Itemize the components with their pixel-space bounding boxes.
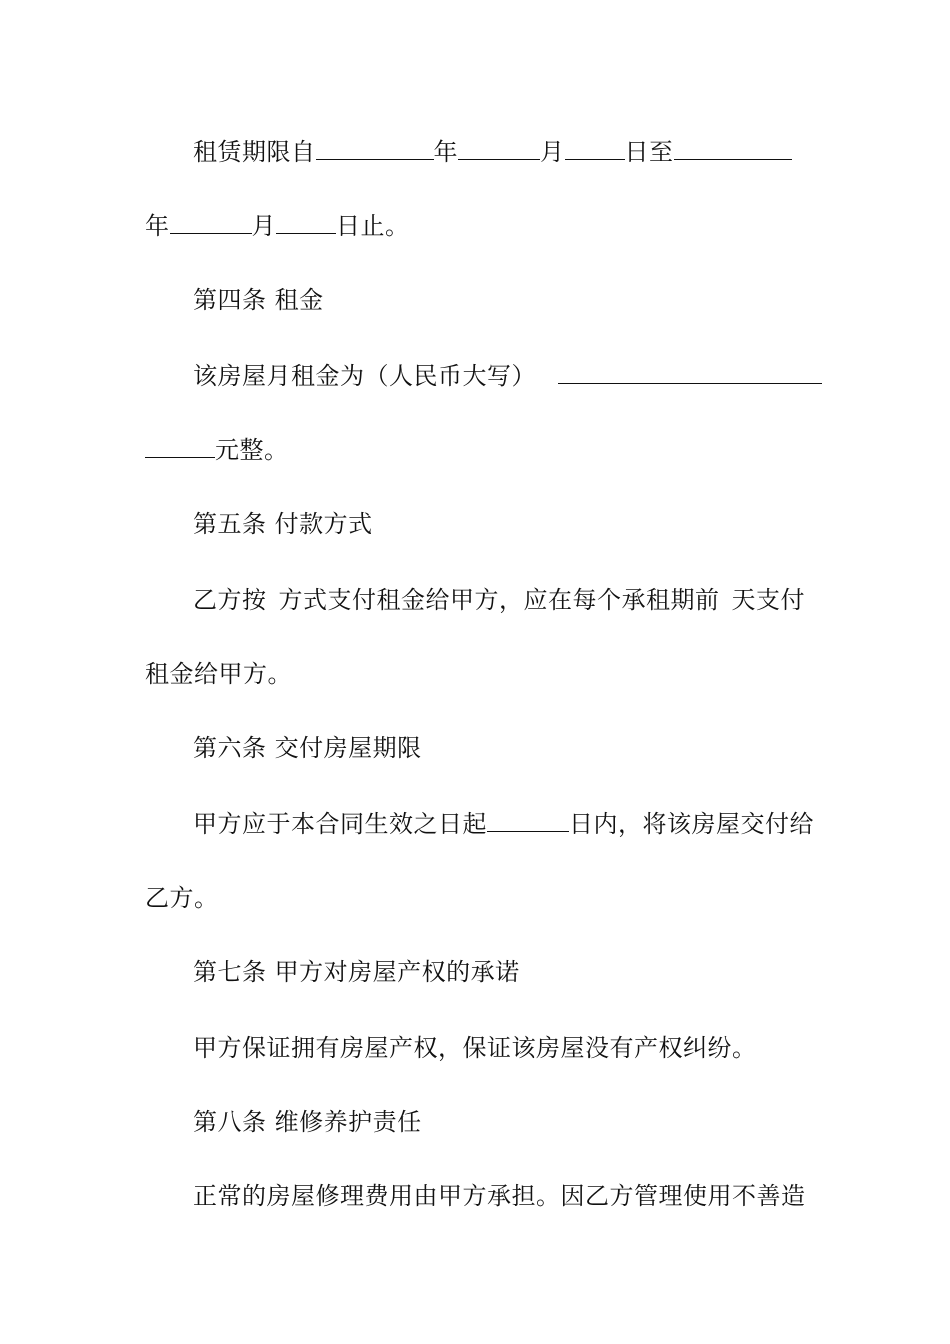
- day-end-label: 日止。: [336, 212, 410, 240]
- delivery-label-b: 日内，将该房屋交付给: [569, 810, 814, 838]
- maintenance-line: 正常的房屋修理费用由甲方承担。因乙方管理使用不善造: [193, 1182, 806, 1210]
- year-label: 年: [145, 212, 170, 240]
- start-month-blank[interactable]: [458, 137, 540, 160]
- payment-label-a: 乙方按: [193, 586, 267, 614]
- lease-term-line-1: [193, 136, 810, 168]
- ownership-guarantee-line: 甲方保证拥有房屋产权，保证该房屋没有产权纠纷。: [193, 1034, 757, 1062]
- delivery-term-line-2: 乙方。: [145, 884, 219, 912]
- payment-label-b: 方式支付租金给甲方，应在每个承租期前: [278, 586, 720, 614]
- rent-amount-line-2: [145, 434, 810, 466]
- payment-method-line: [193, 584, 810, 616]
- delivery-label-a: 甲方应于本合同生效之日起: [193, 810, 487, 838]
- start-day-blank[interactable]: [565, 137, 625, 160]
- month-label: 月: [251, 212, 276, 240]
- day-to-label: 日至: [624, 138, 674, 166]
- yuan-label: 元整。: [215, 436, 289, 464]
- delivery-days-blank[interactable]: [487, 809, 569, 832]
- article-8-heading: 第八条 维修养护责任: [193, 1108, 422, 1136]
- end-year-blank[interactable]: [674, 137, 792, 160]
- rent-amount-label: 该房屋月租金为（人民币大写）: [193, 362, 536, 390]
- article-5-heading: 第五条 付款方式: [193, 510, 373, 538]
- start-year-blank[interactable]: [316, 137, 434, 160]
- payment-method-line-2: 租金给甲方。: [145, 660, 292, 688]
- rent-amount-line: [193, 360, 810, 392]
- lease-term-line-2: [145, 210, 810, 242]
- article-4-heading: 第四条 租金: [193, 286, 324, 314]
- article-7-heading: 第七条 甲方对房屋产权的承诺: [193, 958, 520, 986]
- rent-amount-blank-2[interactable]: [145, 435, 215, 458]
- delivery-term-line: [193, 808, 814, 840]
- year-label: 年: [433, 138, 458, 166]
- article-6-heading: 第六条 交付房屋期限: [193, 734, 422, 762]
- lease-term-label: 租赁期限自: [193, 138, 316, 166]
- rent-amount-blank[interactable]: [558, 361, 822, 384]
- payment-label-c: 天支付: [731, 586, 805, 614]
- end-month-blank[interactable]: [170, 211, 252, 234]
- end-day-blank[interactable]: [276, 211, 336, 234]
- month-label: 月: [540, 138, 565, 166]
